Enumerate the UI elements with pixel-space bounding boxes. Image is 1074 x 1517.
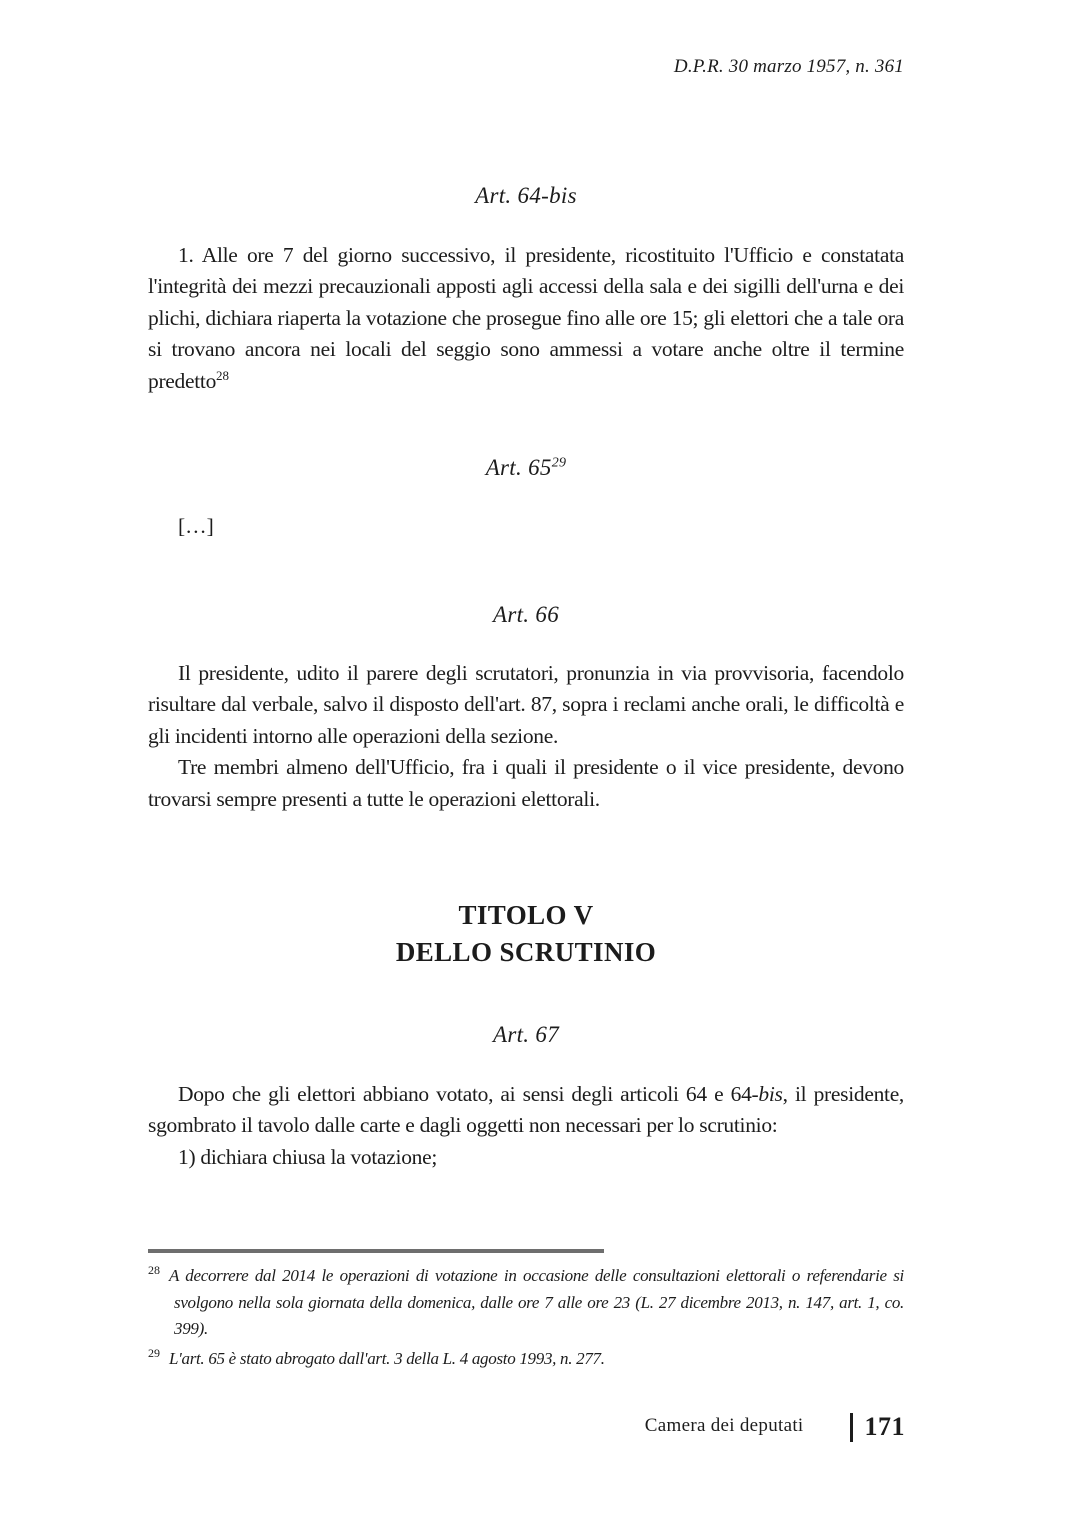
running-header-title: D.P.R. 30 marzo 1957, n. 361 — [673, 56, 904, 77]
titolo-v-line1: TITOLO V — [458, 900, 594, 930]
titolo-v-line2: DELLO SCRUTINIO — [395, 937, 657, 967]
article-heading-66 — [148, 602, 904, 628]
article-64bis-paragraph — [148, 240, 904, 397]
article-67-text-italic: bis — [758, 1082, 783, 1106]
article-66-body — [148, 658, 904, 815]
article-65-omitted-text — [148, 511, 904, 542]
article-67-text-pre: Dopo che gli elettori abbiano votato, ai sensi degli articoli 64 e 64- — [178, 1082, 759, 1106]
article-67-item-1: 1) dichiara chiusa la votazione; — [178, 1144, 438, 1169]
article-heading-66-label: Art. 66 — [493, 602, 559, 627]
footer-divider-bar — [850, 1413, 853, 1442]
article-heading-65-label: Art. 65 — [485, 455, 552, 480]
footnotes-section — [148, 1263, 904, 1375]
footnote-28-text: A decorrere dal 2014 le operazioni di votazione in occasione delle consultazioni elettorali o referendarie si svolgono nella sola giornata della domenica, dalle ore 7 alle ore 23 (L. 27 dicembre 2013, n. 147, art. 1, co. 399). — [169, 1266, 904, 1338]
article-heading-67 — [148, 1022, 904, 1048]
footnote-28-number: 28 — [148, 1263, 160, 1278]
article-67-text-post: , il presidente, sgombrato il tavolo dalle carte e dagli oggetti non necessari per lo scrutinio: — [148, 1082, 905, 1138]
page-number: 171 — [864, 1412, 905, 1441]
article-64bis-body — [148, 240, 904, 397]
running-header — [148, 56, 904, 78]
page-footer — [645, 1412, 905, 1442]
article-heading-65 — [148, 455, 904, 481]
article-66-paragraph-1: Il presidente, udito il parere degli scrutatori, pronunzia in via provvisoria, facendolo risultare dal verbale, salvo il disposto dell'art. 87, sopra i reclami anche orali, le difficoltà e gli incidenti intorno alle operazioni della sezione. — [148, 661, 904, 748]
article-heading-67-label: Art. 67 — [493, 1022, 559, 1047]
article-66-paragraph-2: Tre membri almeno dell'Ufficio, fra i quali il presidente o il vice presidente, devono trovarsi sempre presenti a tutte le operazioni elettorali. — [148, 755, 904, 811]
footnote-marker-29: 29 — [551, 455, 567, 471]
footnote-29 — [148, 1346, 904, 1373]
footnote-divider — [148, 1249, 604, 1253]
article-heading-64bis-label: Art. 64-bis — [475, 183, 577, 208]
article-64bis-text: 1. Alle ore 7 del giorno successivo, il presidente, ricostituito l'Ufficio e constatata l'integrità dei mezzi precauzionali apposti agli accessi della sala e dei sigilli dell'urna e dei plichi, dichiara riaperta la votazione che prosegue fino alle ore 15; gli elettori che a tale ora si trovano ancora nei locali del seggio sono ammessi a votare anche oltre il termine predetto — [148, 243, 904, 393]
titolo-v-heading — [148, 897, 904, 971]
article-heading-64bis — [148, 183, 904, 209]
footnote-28 — [148, 1263, 904, 1343]
article-67-paragraph-1 — [148, 1079, 904, 1142]
footnote-29-text: L'art. 65 è stato abrogato dall'art. 3 della L. 4 agosto 1993, n. 277. — [169, 1348, 605, 1368]
footer-publisher-label: Camera dei deputati — [644, 1415, 804, 1436]
footnote-marker-28: 28 — [216, 367, 230, 383]
article-67-body — [148, 1079, 904, 1173]
footnote-29-number: 29 — [148, 1345, 160, 1360]
ellipsis-text: […] — [178, 514, 214, 538]
